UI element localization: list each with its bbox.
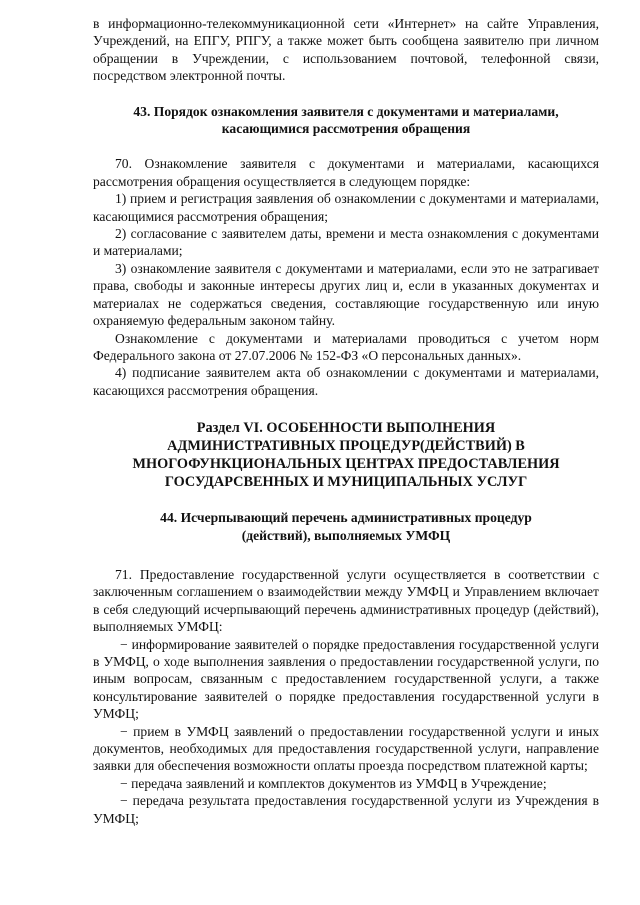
bullet-item-transfer-result: − передача результата предоставления государственной услуги из Учреждения в УМФЦ; — [93, 793, 599, 826]
paragraph-70: 70. Ознакомление заявителя с документами и материалами, касающихся рассмотрения обращения осуществляется в следующем порядке: — [93, 156, 599, 189]
section-43-heading-line-1: 43. Порядок ознакомления заявителя с документами и материалами, — [133, 103, 559, 119]
section-43-heading-line-2: касающимися рассмотрения обращения — [221, 121, 471, 137]
spacer — [93, 137, 599, 155]
paragraph-71: 71. Предоставление государственной услуги осуществляется в соответствии с заключенным соглашением о взаимодействии между УМФЦ и Управлением включает в себя следующий исчерпывающий перечень административных процедур (действий), выполняемых УМФЦ: — [93, 566, 599, 635]
note-paragraph: Ознакомление с документами и материалами проводиться с учетом норм Федерального закона от 27.07.2006 № 152-ФЗ «О персональных данных». — [93, 330, 599, 363]
section-6-heading-line-4: ГОСУДАРСВЕННЫХ И МУНИЦИПАЛЬНЫХ УСЛУГ — [164, 474, 528, 491]
spacer — [93, 491, 599, 509]
list-item-3: 3) ознакомление заявителя с документами и материалами, если это не затрагивает права, свободы и законные интересы других лиц и, если в указанных документах и материалах не содержаться сведения, составляющие государственную или иную охраняемую федеральным законом тайну. — [93, 260, 599, 329]
section-44-heading-line-1: 44. Исчерпывающий перечень административных процедур — [160, 510, 532, 526]
spacer — [93, 544, 599, 566]
section-6-heading-line-1: Раздел VI. ОСОБЕННОСТИ ВЫПОЛНЕНИЯ — [196, 420, 496, 437]
list-item-1: 1) прием и регистрация заявления об ознакомлении с документами и материалами, касающимися рассмотрения обращения; — [93, 191, 599, 224]
section-44-heading-line-2: (действий), выполняемых УМФЦ — [241, 527, 451, 543]
section-6-heading-line-2: АДМИНИСТРАТИВНЫХ ПРОЦЕДУР(ДЕЙСТВИЙ) В — [167, 438, 525, 455]
list-item-4: 4) подписание заявителем акта об ознакомлении с документами и материалами, касающихся рассмотрения обращения. — [93, 365, 599, 398]
spacer — [93, 85, 599, 103]
spacer — [93, 399, 599, 419]
bullet-item-informing: − информирование заявителей о порядке предоставления государственной услуги в УМФЦ, о ходе выполнения заявления о предоставлении государственной услуги, по иным вопросам, связанным с предоставлением государственной услуги, а также консультирование заявителей о порядке предоставления государственной услуги в УМФЦ; — [93, 636, 599, 722]
section-6-heading-line-3: МНОГОФУНКЦИОНАЛЬНЫХ ЦЕНТРАХ ПРЕДОСТАВЛЕНИЯ — [132, 456, 560, 473]
bullet-item-reception: − прием в УМФЦ заявлений о предоставлении государственной услуги и иных документов, необходимых для предоставления государственной услуги, направление заявки для обеспечения возможности оплаты проезда посредством платежной карты; — [93, 723, 599, 774]
bullet-item-transfer-documents: − передача заявлений и комплектов документов из УМФЦ в Учреждение; — [120, 775, 547, 791]
intro-paragraph: в информационно-телекоммуникационной сети «Интернет» на сайте Управления, Учреждений, на ЕПГУ, РПГУ, а также может быть сообщена заявителю при личном обращении в Учреждении, с использованием почтовой, телефонной связи, посредством электронной почты. — [93, 16, 599, 84]
list-item-2: 2) согласование с заявителем даты, времени и места ознакомления с документами и материалами; — [93, 226, 599, 259]
